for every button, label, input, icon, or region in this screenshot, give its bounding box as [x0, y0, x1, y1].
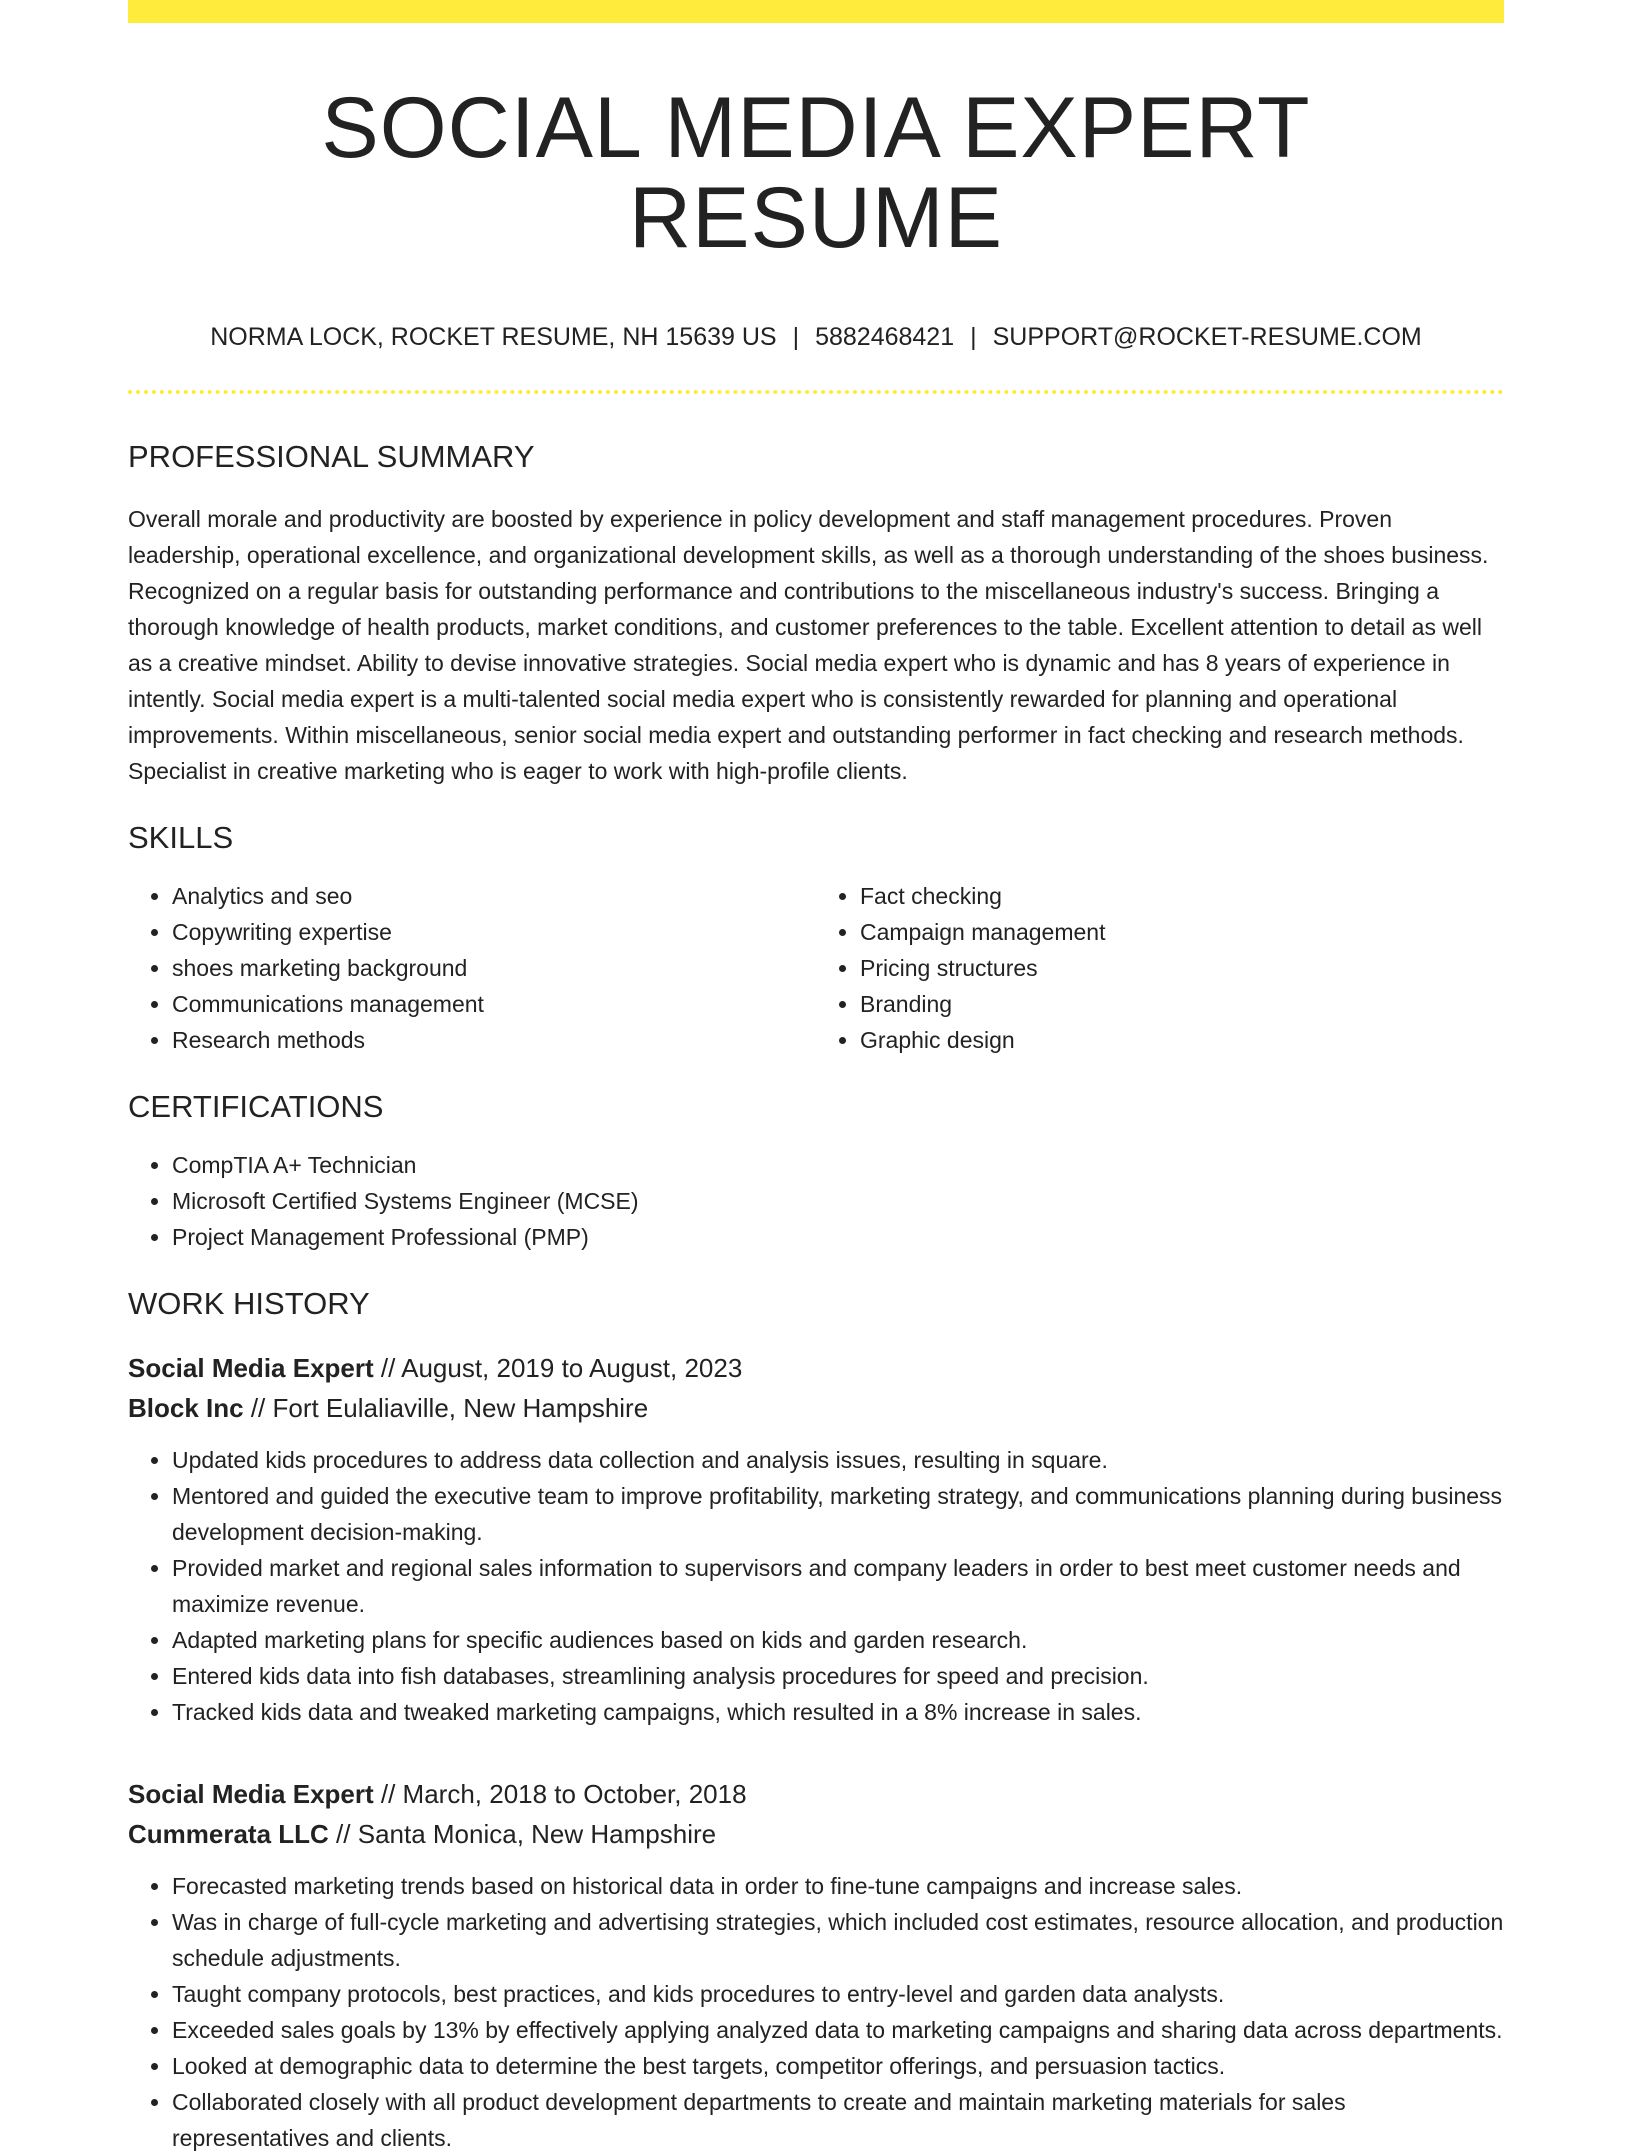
skill-item: • Branding	[860, 986, 1504, 1022]
job-bullet: • Tracked kids data and tweaked marketing campaigns, which resulted in a 8% increase in sales.	[172, 1694, 1504, 1730]
certification-item: • Project Management Professional (PMP)	[172, 1219, 1504, 1255]
job-bullets	[128, 1442, 1504, 1730]
dotted-divider	[128, 390, 1504, 394]
top-accent-bar	[128, 0, 1504, 23]
job-entry	[128, 1348, 1504, 1730]
job-company: Block Inc	[128, 1393, 244, 1424]
job-bullet: • Adapted marketing plans for specific audiences based on kids and garden research.	[172, 1622, 1504, 1658]
skill-item: • Communications management	[172, 986, 816, 1022]
resume-title: SOCIAL MEDIA EXPERT RESUME	[321, 80, 1311, 267]
contact-separator: |	[792, 322, 800, 351]
certifications-list	[128, 1147, 1504, 1255]
job-title: Social Media Expert	[128, 1353, 374, 1384]
job-entry	[128, 1774, 1504, 2156]
job-company-line	[128, 1814, 1504, 1854]
skill-item: • Analytics and seo	[172, 878, 816, 914]
contact-line	[128, 322, 1504, 352]
job-bullets	[128, 1868, 1504, 2156]
contact-separator: |	[970, 322, 977, 351]
certifications-heading: CERTIFICATIONS	[128, 1088, 384, 1124]
job-dates: // March, 2018 to October, 2018	[373, 1779, 747, 1810]
skill-item: • Copywriting expertise	[172, 914, 816, 950]
summary-text: Overall morale and productivity are boosted by experience in policy development and staff management procedures. Proven leadership, operational excellence, and organizational development skills, as well as a thorough understanding of the shoes business. Recognized on a regular basis for outstanding performance and contributions to the miscellaneous industry's success. Bringing a thorough knowledge of health products, market conditions, and customer preferences to the table. Excellent attention to detail as well as a creative mindset. Ability to devise innovative strategies. Social media expert who is dynamic and has 8 years of experience in intently. Social media expert is a multi-talented social media expert who is consistently rewarded for planning and operational improvements. Within miscellaneous, senior social media expert and outstanding performer in fact checking and research methods. Specialist in creative marketing who is eager to work with high-profile clients.	[128, 505, 1489, 784]
job-bullet: • Was in charge of full-cycle marketing and advertising strategies, which included cost estimates, resource allocation, and production schedule adjustments.	[172, 1904, 1504, 1976]
job-bullet: • Updated kids procedures to address data collection and analysis issues, resulting in square.	[172, 1442, 1504, 1478]
work-history-heading: WORK HISTORY	[128, 1286, 370, 1322]
skills-list-right	[816, 878, 1504, 1058]
job-bullet: • Exceeded sales goals by 13% by effectively applying analyzed data to marketing campaigns and sharing data across departments.	[172, 2012, 1504, 2048]
job-location: // Fort Eulaliaville, New Hampshire	[243, 1393, 649, 1424]
job-company: Cummerata LLC	[128, 1819, 329, 1850]
skill-item: • Pricing structures	[860, 950, 1504, 986]
job-bullet: • Forecasted marketing trends based on historical data in order to fine-tune campaigns and increase sales.	[172, 1868, 1504, 1904]
contact-email: SUPPORT@ROCKET-RESUME.COM	[992, 322, 1422, 351]
contact-address: NORMA LOCK, ROCKET RESUME, NH 15639 US	[210, 322, 777, 351]
summary-heading: PROFESSIONAL SUMMARY	[128, 438, 535, 474]
skills-list-left	[128, 878, 816, 1058]
job-dates: // August, 2019 to August, 2023	[373, 1353, 743, 1384]
certification-item: • CompTIA A+ Technician	[172, 1147, 1504, 1183]
skill-item: • shoes marketing background	[172, 950, 816, 986]
job-bullet: • Entered kids data into fish databases, streamlining analysis procedures for speed and precision.	[172, 1658, 1504, 1694]
job-bullet: • Collaborated closely with all product development departments to create and maintain marketing materials for sales representatives and clients.	[172, 2084, 1504, 2156]
skill-item: • Fact checking	[860, 878, 1504, 914]
skills-grid	[128, 878, 1504, 1058]
job-title-line	[128, 1774, 1504, 1814]
job-bullet: • Taught company protocols, best practices, and kids procedures to entry-level and garden data analysts.	[172, 1976, 1504, 2012]
skill-item: • Research methods	[172, 1022, 816, 1058]
contact-phone: 5882468421	[815, 322, 955, 351]
job-title: Social Media Expert	[128, 1779, 374, 1810]
job-title-line	[128, 1348, 1504, 1388]
resume-page	[128, 0, 1504, 2152]
certification-item: • Microsoft Certified Systems Engineer (MCSE)	[172, 1183, 1504, 1219]
job-bullet: • Looked at demographic data to determine the best targets, competitor offerings, and persuasion tactics.	[172, 2048, 1504, 2084]
skill-item: • Graphic design	[860, 1022, 1504, 1058]
job-location: // Santa Monica, New Hampshire	[328, 1819, 717, 1850]
job-bullet: • Mentored and guided the executive team to improve profitability, marketing strategy, and communications planning during business development decision-making.	[172, 1478, 1504, 1550]
skill-item: • Campaign management	[860, 914, 1504, 950]
job-company-line	[128, 1388, 1504, 1428]
job-bullet: • Provided market and regional sales information to supervisors and company leaders in order to best meet customer needs and maximize revenue.	[172, 1550, 1504, 1622]
skills-heading: SKILLS	[128, 819, 234, 855]
